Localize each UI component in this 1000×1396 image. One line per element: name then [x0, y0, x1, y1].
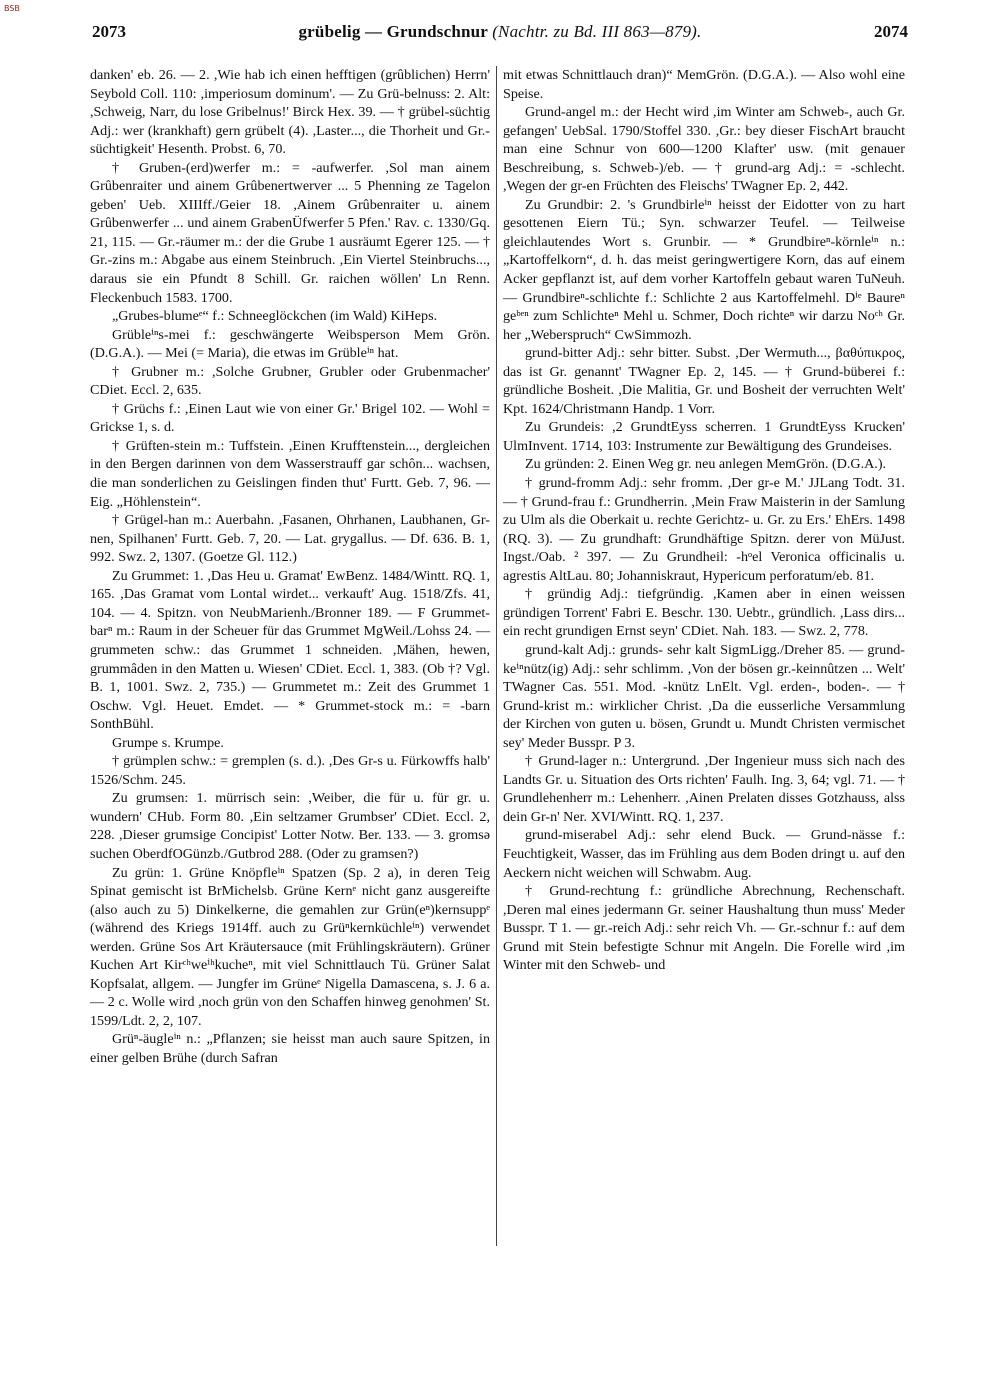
dictionary-entry: † Grüften-stein m.: Tuffstein. ,Einen Krufftenstein..., dergleichen in den Bergen darinnen von dem Wasserstrauff gar schôn... wachsen, die man sonderlichen zu Geislingen finden thut' Furtt. Geb. 7, 96. — Eig. „Höhlenstein“. [90, 437, 490, 510]
dictionary-entry: † Grubner m.: ,Solche Grubner, Grubler oder Grubenmacher' CDiet. Eccl. 2, 635. [90, 363, 490, 399]
dictionary-entry: † Gruben-(erd)werfer m.: = -aufwerfer. ,Sol man ainem Grûbenraiter und ainem Grûbenertwerver ... 5 Phenning ze Tagelon geben' Ueb. XIIIff./Geier 18. ,Ainem Grûbenraiter u. ainem Grûbenwerfer ... und ainem GrabenÜfwerfer 5 Pfen.' Rav. c. 1330/Gq. 21, 115. — Gr.-räumer m.: der die Grube 1 ausräumt Egerer 125. — † Gr.-zins m.: Abgabe aus einem Steinbruch. ,Ein Viertel Steinbruchs..., daraus sie ein Pfundt 8 Schill. Gr. raichen wöllen' Ln Renn. Fleckenbuch 1583. 1700. [90, 159, 490, 306]
dictionary-entry: † grund-fromm Adj.: sehr fromm. ,Der gr-e M.' JJLang Todt. 31. — † Grund-frau f.: Grundherrin. ,Mein Fraw Maisterin in der Samlung zu Ulm als die Oberkait u. rechte Gerichtz- u. Gr. zu Ers.' EhErs. 1498 (RQ. 3). — Zu grundhaft: Grundhäftige Spitzn. derer von MüJust. Ingst./Oab. ² 397. — Zu Grundheil: -hᵒel Veronica officinalis u. agrestis AltLau. 80; Johanniskraut, Hypericum perforatum/eb. 81. [503, 475, 905, 584]
dictionary-entry: † Grüchs f.: ,Einen Laut wie von einer Gr.' Brigel 102. — Wohl = Grickse 1, s. d. [90, 400, 490, 436]
dictionary-entry: grund-miserabel Adj.: sehr elend Buck. — Grund-nässe f.: Feuchtigkeit, Wasser, das im Frühling aus dem Boden dringt u. auf den Aeckern nicht weichen will Schwabm. Aug. [503, 827, 905, 881]
dictionary-entry: „Grubes-blumeᵉ“ f.: Schneeglöckchen (im Wald) KiHeps. [112, 308, 438, 325]
dictionary-entry: Zu Grundeis: ,2 GrundtEyss scherren. 1 GrundtEyss Krucken' UlmInvent. 1714, 103: Instrumente zur Bewältigung des Grundeises. [503, 419, 905, 454]
running-title [298, 22, 701, 42]
page-number-left: 2073 [92, 22, 126, 41]
dictionary-entry: Zu grün: 1. Grüne Knöpfleⁱⁿ Spatzen (Sp. 2 a), in deren Teig Spinat gemischt ist BrMichelsb. Grüne Kernᵉ nicht ganz ausgereifte (also auch zu 5) Dinkelkerne, die gemahlen zur Grün(eⁿ)kernsuppᵉ (während des Kriegs 1914ff. auch zu Grüⁿkernküchleⁱⁿ) verwendet werden. Grüne Sos Art Kräutersauce (mit Frühlingskräutern). Grüner Kuchen Art Kirᶜʰweⁱʰkucheⁿ, mit viel Schnittlauch Tü. Grüner Salat Kopfsalat, allgem. — Jungfer im Grüneᵉ Nigella Damascena, s. J. 6 a. — 2 c. Wolle wird ,noch grün von den Schaffen hinweg genohmen' St. 1599/Ldt. 2, 2, 107. [90, 864, 490, 1029]
running-title-main: grübelig — Grundschnur [298, 22, 488, 41]
dictionary-entry: Grüⁿ-äugleⁱⁿ n.: „Pflanzen; sie heisst man auch saure Spitzen, in einer gelben Brühe (durch Safran [90, 1031, 490, 1066]
dictionary-entry: danken' eb. 26. — 2. ,Wie hab ich einen hefftigen (grûblichen) Herrn' Seybold Coll. 110: ,imperiosum dominum'. — Zu Grü-belnuss: 2. Alt: ,Schweig, Narr, du lose Gribelnus!' Birck Hex. 39. — † grübel-süchtig Adj.: wer (krankhaft) gern grübelt (4). ,Laster..., die Thorheit und Gr.-süchtigkeit' Hesenth. Probst. 6, 70. [90, 67, 490, 158]
dictionary-entry: Zu Grummet: 1. ,Das Heu u. Gramat' EwBenz. 1484/Wintt. RQ. 1, 165. ,Das Gramat vom Lontal wirdet... verkauft' Aug. 1518/Zfs. 41, 104. — 4. Spitzn. von NeubMarienh./Bronner 189. — F Grummet-barⁿ m.: Raum in der Scheuer für das Grummet MgWeil./Lohss 24. — grummeten schw.: das Grummet 1 schneiden. ,Mähen, hewen, grummâden in den Matten u. Wiesen' CDiet. Eccl. 1, 383. (Ob †? Vgl. B. 1, 1001. Swz. 2, 735.) — Grummetet m.: Zeit des Grummet 1 Oschw. Vgl. Heuet. Emdet. — * Grummet-stock m.: = -barn SonthBühl. [90, 567, 490, 733]
library-stamp: BSB [4, 4, 20, 13]
dictionary-entry: Zu grumsen: 1. mürrisch sein: ,Weiber, die für u. für gr. u. wundern' CHub. Form 80. ,Ein seltzamer Grumbser' CDiet. Eccl. 2, 228. ,Dieser grumsige Concipist' Lotter Notw. Ber. 133. — 3. gromsə suchen OberdfOGünzb./Gutbrod 288. (Oder zu gramsen?) [90, 790, 490, 862]
dictionary-entry: † Grund-rechtung f.: gründliche Abrechnung, Rechenschaft. ,Deren mal eines jedermann Gr. seiner Haushaltung thun muss' Meder Busspr. T 1. — gr.-reich Adj.: sehr reich Vh. — Gr.-schnur f.: auf dem Grund mit Stein befestigte Schnur mit Angeln. Die Forelle wird ,im Winter mit den Schweb- und [503, 883, 905, 974]
dictionary-entry: grund-kalt Adj.: grunds- sehr kalt SigmLigg./Dreher 85. — grund-keⁱⁿnütz(ig) Adj.: sehr schlimm. ,Von der bösen gr.-keinnûtzen ... Welt' TWagner Cas. 551. Mod. -knütz LnElt. Vgl. erden-, boden-. — † Grund-krist m.: wirklicher Christ. ,Da die eusserliche Versammlung der Kirchen von guten u. bösen, Grundt u. Mundt Christen vermischet sey' Meder Busspr. P 3. [503, 641, 905, 751]
dictionary-entry: mit etwas Schnittlauch dran)“ MemGrön. (D.G.A.). — Also wohl eine Speise. [503, 67, 905, 102]
dictionary-entry: Grund-angel m.: der Hecht wird ,im Winter am Schweb-, auch Gr. gefangen' UebSal. 1790/Stoffel 330. ,Gr.: bey dieser FischArt braucht man eine Schnur von 600—1200 Klafter' usw. (mit genauer Beschreibung, s. Schweb-)/eb. — † grund-arg Adj.: = -schlecht. ,Wegen der gr-en Früchten des Fleischs' TWagner Ep. 2, 442. [503, 104, 905, 195]
dictionary-entry: Zu gründen: 2. Einen Weg gr. neu anlegen MemGrön. (D.G.A.). [525, 456, 887, 473]
dictionary-entry: † grümplen schw.: = gremplen (s. d.). ,Des Gr-s u. Fürkowffs halb' 1526/Schm. 245. [90, 753, 490, 788]
dictionary-entry: Zu Grundbir: 2. 's Grundbirleⁱⁿ heisst der Eidotter von zu hart gesottenen Eiern Tü.; Syn. schwarzer Teufel. — Teilweise gleichlautendes Wort s. Grunbir. — * Grundbireⁿ-körnleⁱⁿ n.: „Kartoffelkorn“, d. h. das meist geringwertigere Korn, das auf einem Acker gepflanzt ist, auf dem vorher Kartoffeln gebaut waren TuNeuh. — Grundbireⁿ-schlichte f.: Schlichte 2 aus Kartoffelmehl. Dⁱᵉ Baureⁿ geᵇᵉⁿ zum Schlichteⁿ Mehl u. Schmer, Doch richteⁿ wir darzu Noᶜʰ Gr. her „Weberspruch“ CwSimmozh. [503, 196, 905, 343]
dictionary-entry: † Grügel-han m.: Auerbahn. ,Fasanen, Ohrhanen, Laubhanen, Gr-nen, Spilhanen' Furtt. Geb. 7, 20. — Lat. grygallus. — Df. 636. B. 1, 992. Swz. 2, 1307. (Goetze Gl. 112.) [90, 512, 490, 566]
page-number-right: 2074 [873, 22, 908, 41]
dictionary-entry: Grumpe s. Krumpe. [112, 734, 224, 751]
running-title-sub: (Nachtr. zu Bd. III 863—879). [492, 22, 702, 41]
dictionary-entry: † Grund-lager n.: Untergrund. ,Der Ingenieur muss sich nach des Landts Gr. u. Situation des Orts richten' Faulh. Ing. 3, 64; vgl. 71. — † Grundlehenherr m.: Lehenherr. ,Ainen Prelaten disses Gotzhauss, alss dein Gr-n' Ner. XVI/Wintt. RQ. 1, 237. [503, 753, 905, 825]
page-header [92, 22, 908, 46]
left-column [90, 66, 490, 1068]
column-divider [496, 66, 497, 1246]
right-column [503, 66, 905, 975]
dictionary-entry: Grübleⁱⁿs-mei f.: geschwängerte Weibsperson Mem Grön. (D.G.A.). — Mei (= Maria), die etwas im Grübleⁱⁿ hat. [90, 326, 490, 362]
dictionary-entry: † gründig Adj.: tiefgründig. ,Kamen aber in einen weissen gründigen Torrent' Fabri E. Beschr. 130. Uebtr., gründlich. ,Lass dirs... ein recht grundigen Ernst seyn' CDiet. Nah. 183. — Swz. 2, 778. [503, 586, 905, 640]
dictionary-entry: grund-bitter Adj.: sehr bitter. Subst. ,Der Wermuth..., βαθύπικρος, das ist Gr. genannt' TWagner Ep. 2, 145. — † Grund-büberei f.: gründliche Bosheit. ,Die Malitia, Gr. und Bosheit der verruchten Welt' Kpt. 1624/Christmann Handp. 1 Vorr. [503, 345, 905, 417]
